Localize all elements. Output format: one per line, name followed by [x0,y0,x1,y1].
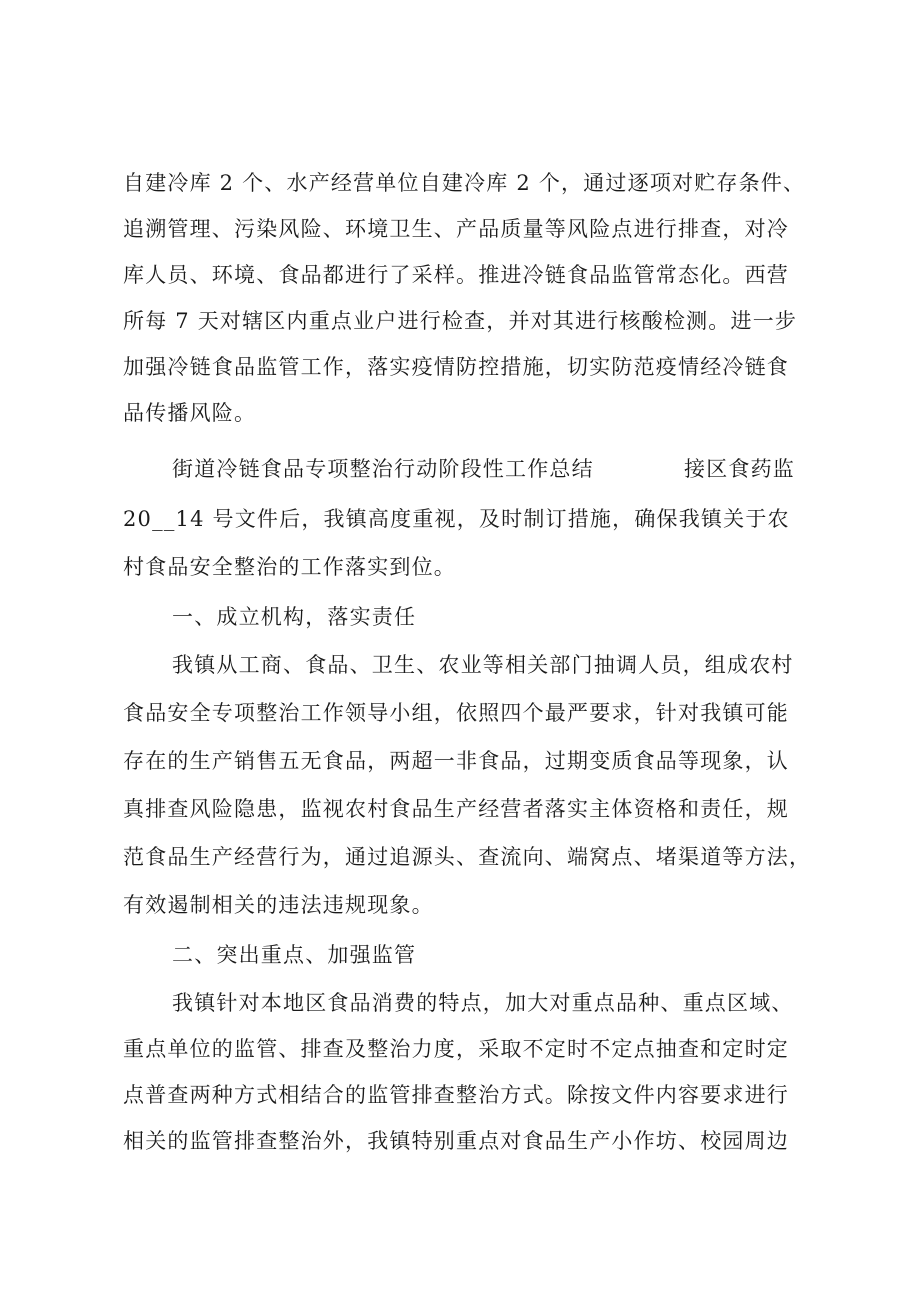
section-title-tail: 接区食药监 [684,457,795,481]
paragraph-4-line-1: 我镇针对本地区食品消费的特点，加大对重点品种、重点区域、 [172,991,794,1015]
paragraph-3-line-4: 真排查风险隐患，监视农村食品生产经营者落实主体资格和责任，规 [123,797,789,821]
paragraph-1-line-5: 加强冷链食品监管工作，落实疫情防控措施，切实防范疫情经冷链食 [123,355,789,379]
paragraph-1-line-6: 品传播风险。 [123,401,257,425]
paragraph-3-line-5: 范食品生产经营行为，通过追源头、查流向、端窝点、堵渠道等方法， [123,845,812,869]
paragraph-4-line-3: 点普查两种方式相结合的监管排查整治方式。除按文件内容要求进行 [123,1083,789,1107]
paragraph-2-line-2: 村食品安全整治的工作落实到位。 [123,555,456,579]
heading-1: 一、成立机构，落实责任 [172,605,417,629]
paragraph-1-line-1: 自建冷库 2 个、水产经营单位自建冷库 2 个，通过逐项对贮存条件、 [123,171,806,195]
paragraph-4-line-4: 相关的监管排查整治外，我镇特别重点对食品生产小作坊、校园周边 [123,1129,789,1153]
paragraph-2-line-1: 20__14 号文件后，我镇高度重视，及时制订措施，确保我镇关于农 [123,507,790,531]
paragraph-3-line-1: 我镇从工商、食品、卫生、农业等相关部门抽调人员，组成农村 [172,653,794,677]
paragraph-1-line-3: 库人员、环境、食品都进行了采样。推进冷链食品监管常态化。西营 [123,263,789,287]
paragraph-1-line-2: 追溯管理、污染风险、环境卫生、产品质量等风险点进行排查，对冷 [123,217,789,241]
section-title: 街道冷链食品专项整治行动阶段性工作总结 [172,457,594,481]
heading-2: 二、突出重点、加强监管 [172,943,417,967]
paragraph-3-line-3: 存在的生产销售五无食品，两超一非食品，过期变质食品等现象，认 [123,749,789,773]
paragraph-3-line-2: 食品安全专项整治工作领导小组，依照四个最严要求，针对我镇可能 [123,701,789,725]
paragraph-1-line-4: 所每 7 天对辖区内重点业户进行检查，并对其进行核酸检测。进一步 [123,309,798,333]
paragraph-4-line-2: 重点单位的监管、排查及整治力度，采取不定时不定点抽查和定时定 [123,1037,789,1061]
paragraph-3-line-6: 有效遏制相关的违法违规现象。 [123,893,434,917]
